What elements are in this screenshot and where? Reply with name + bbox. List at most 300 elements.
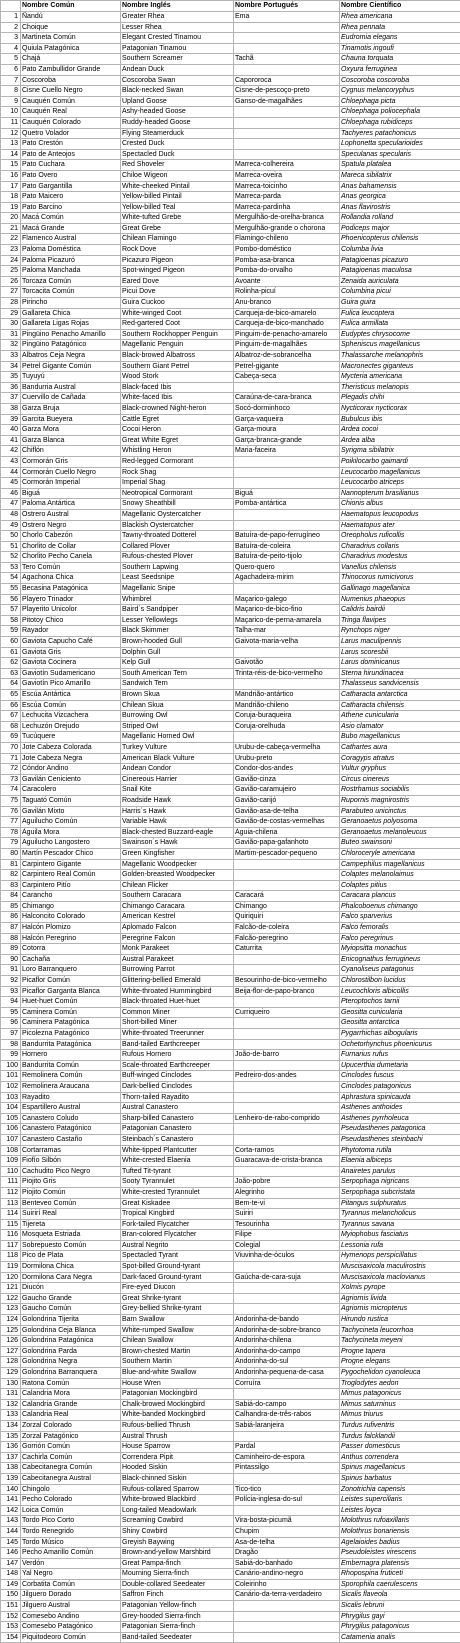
portuguese-name-cell[interactable]: Coleirinho bbox=[234, 1579, 340, 1590]
row-number-cell[interactable]: 83 bbox=[1, 880, 21, 891]
row-number-cell[interactable]: 44 bbox=[1, 467, 21, 478]
scientific-name-cell[interactable]: Campephilus magellanicus bbox=[340, 859, 460, 870]
portuguese-name-cell[interactable]: Quiriquiri bbox=[234, 912, 340, 923]
common-name-cell[interactable]: Cachudito Pico Negro bbox=[21, 1166, 121, 1177]
portuguese-name-cell[interactable]: Canário-da-terra-verdadeiro bbox=[234, 1590, 340, 1601]
english-name-cell[interactable]: White-cheeked Pintail bbox=[121, 181, 234, 192]
row-number-cell[interactable]: 56 bbox=[1, 594, 21, 605]
english-name-cell[interactable]: Burrowing Parrot bbox=[121, 965, 234, 976]
scientific-name-cell[interactable]: Agriornis micropterus bbox=[340, 1304, 460, 1315]
english-name-cell[interactable]: Black-chinned Siskin bbox=[121, 1473, 234, 1484]
english-name-cell[interactable]: House Sparrow bbox=[121, 1442, 234, 1453]
common-name-cell[interactable]: Remolinera Común bbox=[21, 1071, 121, 1082]
scientific-name-cell[interactable]: Anas bahamensis bbox=[340, 181, 460, 192]
row-number-cell[interactable]: 147 bbox=[1, 1558, 21, 1569]
portuguese-name-cell[interactable]: Pomba-asa-branca bbox=[234, 255, 340, 266]
scientific-name-cell[interactable]: Thalassarche melanophris bbox=[340, 351, 460, 362]
common-name-cell[interactable]: Carancho bbox=[21, 891, 121, 902]
portuguese-name-cell[interactable]: Sabiá-laranjeira bbox=[234, 1420, 340, 1431]
portuguese-name-cell[interactable]: Ganso-de-magalhães bbox=[234, 96, 340, 107]
common-name-cell[interactable]: Tordo Pico Corto bbox=[21, 1516, 121, 1527]
scientific-name-cell[interactable]: Larus scoresbii bbox=[340, 647, 460, 658]
row-number-cell[interactable]: 80 bbox=[1, 848, 21, 859]
header-cell-portuguese-name[interactable]: Nombre Portugués bbox=[234, 1, 340, 12]
row-number-cell[interactable]: 148 bbox=[1, 1569, 21, 1580]
row-number-cell[interactable]: 52 bbox=[1, 552, 21, 563]
common-name-cell[interactable]: Escúa Común bbox=[21, 700, 121, 711]
scientific-name-cell[interactable]: Rhopospina fruticeti bbox=[340, 1569, 460, 1580]
portuguese-name-cell[interactable] bbox=[234, 64, 340, 75]
english-name-cell[interactable]: Brown-and-yellow Marshbird bbox=[121, 1548, 234, 1559]
english-name-cell[interactable]: Whimbrel bbox=[121, 594, 234, 605]
common-name-cell[interactable]: Cauquén Común bbox=[21, 96, 121, 107]
portuguese-name-cell[interactable] bbox=[234, 1611, 340, 1622]
scientific-name-cell[interactable]: Troglodytes aedon bbox=[340, 1378, 460, 1389]
english-name-cell[interactable]: Yellow-billed Pintail bbox=[121, 192, 234, 203]
common-name-cell[interactable]: Torcacita Común bbox=[21, 287, 121, 298]
portuguese-name-cell[interactable]: Gaúcha-de-cara-suja bbox=[234, 1272, 340, 1283]
row-number-cell[interactable]: 141 bbox=[1, 1495, 21, 1506]
common-name-cell[interactable]: Pato Overo bbox=[21, 170, 121, 181]
row-number-cell[interactable]: 105 bbox=[1, 1113, 21, 1124]
common-name-cell[interactable]: Gavilán Ceniciento bbox=[21, 774, 121, 785]
scientific-name-cell[interactable]: Cinclodes fuscus bbox=[340, 1071, 460, 1082]
common-name-cell[interactable]: Rayadito bbox=[21, 1092, 121, 1103]
portuguese-name-cell[interactable]: Beija-flor-de-papo-branco bbox=[234, 986, 340, 997]
portuguese-name-cell[interactable]: Mandrião-antártico bbox=[234, 690, 340, 701]
portuguese-name-cell[interactable] bbox=[234, 1124, 340, 1135]
english-name-cell[interactable]: Grey-hooded Sierra-finch bbox=[121, 1611, 234, 1622]
header-cell-english-name[interactable]: Nombre Inglés bbox=[121, 1, 234, 12]
portuguese-name-cell[interactable]: Maçarico-de-perna-amarela bbox=[234, 615, 340, 626]
common-name-cell[interactable]: Zorzal Patagónico bbox=[21, 1431, 121, 1442]
english-name-cell[interactable]: Lesser Yellowlegs bbox=[121, 615, 234, 626]
scientific-name-cell[interactable]: Plegadis chihi bbox=[340, 393, 460, 404]
row-number-cell[interactable]: 84 bbox=[1, 891, 21, 902]
common-name-cell[interactable]: Zorzal Colorado bbox=[21, 1420, 121, 1431]
scientific-name-cell[interactable]: Geranoaetus polyosoma bbox=[340, 817, 460, 828]
portuguese-name-cell[interactable]: Lenheiro-de-rabo-comprido bbox=[234, 1113, 340, 1124]
common-name-cell[interactable]: Chorlito de Collar bbox=[21, 541, 121, 552]
row-number-cell[interactable]: 92 bbox=[1, 976, 21, 987]
english-name-cell[interactable]: White-crested Elaenia bbox=[121, 1156, 234, 1167]
scientific-name-cell[interactable]: Serpophaga nigricans bbox=[340, 1177, 460, 1188]
portuguese-name-cell[interactable]: Bem-te-vi bbox=[234, 1198, 340, 1209]
row-number-cell[interactable]: 107 bbox=[1, 1134, 21, 1145]
portuguese-name-cell[interactable]: Suiriri bbox=[234, 1209, 340, 1220]
common-name-cell[interactable]: Águila Mora bbox=[21, 827, 121, 838]
english-name-cell[interactable]: Roadside Hawk bbox=[121, 795, 234, 806]
scientific-name-cell[interactable]: Calidris bairdii bbox=[340, 605, 460, 616]
scientific-name-cell[interactable]: Columbina picui bbox=[340, 287, 460, 298]
row-number-cell[interactable]: 117 bbox=[1, 1240, 21, 1251]
common-name-cell[interactable]: Ñandú bbox=[21, 12, 121, 23]
portuguese-name-cell[interactable]: Gavião-caramujeiro bbox=[234, 785, 340, 796]
common-name-cell[interactable]: Cachaña bbox=[21, 954, 121, 965]
row-number-cell[interactable]: 59 bbox=[1, 626, 21, 637]
row-number-cell[interactable]: 41 bbox=[1, 435, 21, 446]
common-name-cell[interactable]: Bandurria Austral bbox=[21, 382, 121, 393]
scientific-name-cell[interactable]: Chloephaga poliocephala bbox=[340, 107, 460, 118]
row-number-cell[interactable]: 1 bbox=[1, 12, 21, 23]
row-number-cell[interactable]: 143 bbox=[1, 1516, 21, 1527]
row-number-cell[interactable]: 31 bbox=[1, 329, 21, 340]
portuguese-name-cell[interactable] bbox=[234, 1622, 340, 1633]
english-name-cell[interactable]: Fire-eyed Diucon bbox=[121, 1283, 234, 1294]
portuguese-name-cell[interactable]: Caracará bbox=[234, 891, 340, 902]
row-number-cell[interactable]: 13 bbox=[1, 139, 21, 150]
scientific-name-cell[interactable]: Chloephaga picta bbox=[340, 96, 460, 107]
portuguese-name-cell[interactable]: Gaivotão bbox=[234, 658, 340, 669]
row-number-cell[interactable]: 40 bbox=[1, 425, 21, 436]
row-number-cell[interactable]: 49 bbox=[1, 520, 21, 531]
english-name-cell[interactable]: Barn Swallow bbox=[121, 1315, 234, 1326]
scientific-name-cell[interactable]: Molothrus rufoaxillaris bbox=[340, 1516, 460, 1527]
english-name-cell[interactable]: Sandwich Tern bbox=[121, 679, 234, 690]
common-name-cell[interactable]: Pato Zambullidor Grande bbox=[21, 64, 121, 75]
common-name-cell[interactable]: Martín Pescador Chico bbox=[21, 848, 121, 859]
scientific-name-cell[interactable]: Fulica leucoptera bbox=[340, 308, 460, 319]
portuguese-name-cell[interactable]: Batuíra-de-peito-tijolo bbox=[234, 552, 340, 563]
english-name-cell[interactable]: Cinereous Harrier bbox=[121, 774, 234, 785]
common-name-cell[interactable]: Calandria Real bbox=[21, 1410, 121, 1421]
row-number-cell[interactable]: 151 bbox=[1, 1601, 21, 1612]
portuguese-name-cell[interactable]: Águia-chilena bbox=[234, 827, 340, 838]
common-name-cell[interactable]: Benteveo Común bbox=[21, 1198, 121, 1209]
scientific-name-cell[interactable]: Haematopus leucopodus bbox=[340, 509, 460, 520]
english-name-cell[interactable]: Turkey Vulture bbox=[121, 742, 234, 753]
row-number-cell[interactable]: 98 bbox=[1, 1039, 21, 1050]
common-name-cell[interactable]: Piojito Gris bbox=[21, 1177, 121, 1188]
portuguese-name-cell[interactable] bbox=[234, 22, 340, 33]
english-name-cell[interactable]: Picui Dove bbox=[121, 287, 234, 298]
portuguese-name-cell[interactable] bbox=[234, 128, 340, 139]
row-number-cell[interactable]: 68 bbox=[1, 721, 21, 732]
scientific-name-cell[interactable]: Turdus falcklandii bbox=[340, 1431, 460, 1442]
english-name-cell[interactable]: White-banded Mockingbird bbox=[121, 1410, 234, 1421]
scientific-name-cell[interactable]: Larus maculipennis bbox=[340, 637, 460, 648]
english-name-cell[interactable]: Band-tailed Earthcreeper bbox=[121, 1039, 234, 1050]
portuguese-name-cell[interactable] bbox=[234, 647, 340, 658]
portuguese-name-cell[interactable]: Urubu-preto bbox=[234, 753, 340, 764]
row-number-cell[interactable]: 30 bbox=[1, 319, 21, 330]
english-name-cell[interactable]: Eared Dove bbox=[121, 276, 234, 287]
scientific-name-cell[interactable]: Rupornis magnirostris bbox=[340, 795, 460, 806]
scientific-name-cell[interactable]: Speculanas specularis bbox=[340, 149, 460, 160]
scientific-name-cell[interactable]: Phytotoma rutila bbox=[340, 1145, 460, 1156]
english-name-cell[interactable]: Great Grebe bbox=[121, 223, 234, 234]
common-name-cell[interactable]: Cormorán Cuello Negro bbox=[21, 467, 121, 478]
portuguese-name-cell[interactable]: Pinguim-de-magalhães bbox=[234, 340, 340, 351]
portuguese-name-cell[interactable]: João-de-barro bbox=[234, 1050, 340, 1061]
row-number-cell[interactable]: 64 bbox=[1, 679, 21, 690]
english-name-cell[interactable]: Great Kiskadee bbox=[121, 1198, 234, 1209]
row-number-cell[interactable]: 21 bbox=[1, 223, 21, 234]
scientific-name-cell[interactable]: Tringa flavipes bbox=[340, 615, 460, 626]
english-name-cell[interactable]: Correndera Pipit bbox=[121, 1452, 234, 1463]
scientific-name-cell[interactable]: Mareca sibilatrix bbox=[340, 170, 460, 181]
scientific-name-cell[interactable]: Tachycineta meyeni bbox=[340, 1336, 460, 1347]
scientific-name-cell[interactable]: Catamenia analis bbox=[340, 1632, 460, 1643]
english-name-cell[interactable]: Black-chested Buzzard-eagle bbox=[121, 827, 234, 838]
english-name-cell[interactable]: Harris´s Hawk bbox=[121, 806, 234, 817]
row-number-cell[interactable]: 136 bbox=[1, 1442, 21, 1453]
row-number-cell[interactable]: 149 bbox=[1, 1579, 21, 1590]
row-number-cell[interactable]: 123 bbox=[1, 1304, 21, 1315]
english-name-cell[interactable]: Red-legged Cormorant bbox=[121, 456, 234, 467]
portuguese-name-cell[interactable]: Pomba-antártica bbox=[234, 499, 340, 510]
scientific-name-cell[interactable]: Parabuteo unicinctus bbox=[340, 806, 460, 817]
portuguese-name-cell[interactable] bbox=[234, 1018, 340, 1029]
portuguese-name-cell[interactable]: Garça-branca-grande bbox=[234, 435, 340, 446]
common-name-cell[interactable]: Dormilona Chica bbox=[21, 1262, 121, 1273]
common-name-cell[interactable]: Tuyuyú bbox=[21, 372, 121, 383]
english-name-cell[interactable]: Green Kingfisher bbox=[121, 848, 234, 859]
portuguese-name-cell[interactable] bbox=[234, 1060, 340, 1071]
english-name-cell[interactable]: Imperial Shag bbox=[121, 478, 234, 489]
row-number-cell[interactable]: 24 bbox=[1, 255, 21, 266]
scientific-name-cell[interactable]: Pygarrhichas albogularis bbox=[340, 1029, 460, 1040]
portuguese-name-cell[interactable] bbox=[234, 456, 340, 467]
common-name-cell[interactable]: Bandurrita Común bbox=[21, 1060, 121, 1071]
english-name-cell[interactable]: Aplomado Falcon bbox=[121, 923, 234, 934]
portuguese-name-cell[interactable]: Urubu-de-cabeça-vermelha bbox=[234, 742, 340, 753]
english-name-cell[interactable]: Kelp Gull bbox=[121, 658, 234, 669]
scientific-name-cell[interactable]: Anthus correndera bbox=[340, 1452, 460, 1463]
scientific-name-cell[interactable]: Myiopsitta monachus bbox=[340, 944, 460, 955]
portuguese-name-cell[interactable] bbox=[234, 954, 340, 965]
english-name-cell[interactable]: Southern Screamer bbox=[121, 54, 234, 65]
portuguese-name-cell[interactable] bbox=[234, 117, 340, 128]
row-number-cell[interactable]: 110 bbox=[1, 1166, 21, 1177]
portuguese-name-cell[interactable] bbox=[234, 478, 340, 489]
common-name-cell[interactable]: Cisne Cuello Negro bbox=[21, 86, 121, 97]
english-name-cell[interactable]: Least Seedsnipe bbox=[121, 573, 234, 584]
scientific-name-cell[interactable]: Charadrius modestus bbox=[340, 552, 460, 563]
common-name-cell[interactable]: Pato Gargantilla bbox=[21, 181, 121, 192]
scientific-name-cell[interactable]: Cathartes aura bbox=[340, 742, 460, 753]
english-name-cell[interactable]: Band-tailed Seedeater bbox=[121, 1632, 234, 1643]
row-number-cell[interactable]: 150 bbox=[1, 1590, 21, 1601]
common-name-cell[interactable]: Hornero bbox=[21, 1050, 121, 1061]
english-name-cell[interactable]: Chilean Flamingo bbox=[121, 234, 234, 245]
common-name-cell[interactable]: Petrel Gigante Común bbox=[21, 361, 121, 372]
row-number-cell[interactable]: 17 bbox=[1, 181, 21, 192]
portuguese-name-cell[interactable]: Caturrita bbox=[234, 944, 340, 955]
english-name-cell[interactable]: Lesser Rhea bbox=[121, 22, 234, 33]
english-name-cell[interactable]: Sharp-billed Canastero bbox=[121, 1113, 234, 1124]
portuguese-name-cell[interactable] bbox=[234, 679, 340, 690]
common-name-cell[interactable]: Cabecitanegra Austral bbox=[21, 1473, 121, 1484]
english-name-cell[interactable]: Magellanic Horned Owl bbox=[121, 732, 234, 743]
english-name-cell[interactable]: Rufous-chested Plover bbox=[121, 552, 234, 563]
portuguese-name-cell[interactable]: Marreca-parda bbox=[234, 192, 340, 203]
english-name-cell[interactable]: Southern Caracara bbox=[121, 891, 234, 902]
english-name-cell[interactable]: Southern Rockhopper Penguin bbox=[121, 329, 234, 340]
common-name-cell[interactable]: Jote Cabeza Negra bbox=[21, 753, 121, 764]
portuguese-name-cell[interactable]: Albatroz-de-sobrancelha bbox=[234, 351, 340, 362]
portuguese-name-cell[interactable] bbox=[234, 1389, 340, 1400]
common-name-cell[interactable]: Loica Común bbox=[21, 1505, 121, 1516]
common-name-cell[interactable]: Pico de Plata bbox=[21, 1251, 121, 1262]
common-name-cell[interactable]: Golondrina Patagónica bbox=[21, 1336, 121, 1347]
scientific-name-cell[interactable]: Pitangus sulphuratus bbox=[340, 1198, 460, 1209]
portuguese-name-cell[interactable]: Carqueja-de-bico-amarelo bbox=[234, 308, 340, 319]
common-name-cell[interactable]: Halcón Peregrino bbox=[21, 933, 121, 944]
english-name-cell[interactable]: Upland Goose bbox=[121, 96, 234, 107]
row-number-cell[interactable]: 103 bbox=[1, 1092, 21, 1103]
portuguese-name-cell[interactable]: Falcão-peregrino bbox=[234, 933, 340, 944]
common-name-cell[interactable]: Flamenco Austral bbox=[21, 234, 121, 245]
row-number-cell[interactable]: 112 bbox=[1, 1187, 21, 1198]
scientific-name-cell[interactable]: Oreopholus ruficollis bbox=[340, 531, 460, 542]
common-name-cell[interactable]: Cóndor Andino bbox=[21, 764, 121, 775]
portuguese-name-cell[interactable] bbox=[234, 509, 340, 520]
scientific-name-cell[interactable]: Oxyura ferruginea bbox=[340, 64, 460, 75]
portuguese-name-cell[interactable] bbox=[234, 1262, 340, 1273]
portuguese-name-cell[interactable]: Pardal bbox=[234, 1442, 340, 1453]
row-number-cell[interactable]: 27 bbox=[1, 287, 21, 298]
english-name-cell[interactable]: Scale-throated Earthcreeper bbox=[121, 1060, 234, 1071]
row-number-cell[interactable]: 104 bbox=[1, 1103, 21, 1114]
portuguese-name-cell[interactable]: Marreca-toicinho bbox=[234, 181, 340, 192]
row-number-cell[interactable]: 39 bbox=[1, 414, 21, 425]
row-number-cell[interactable]: 55 bbox=[1, 584, 21, 595]
row-number-cell[interactable]: 127 bbox=[1, 1346, 21, 1357]
common-name-cell[interactable]: Cormorán Imperial bbox=[21, 478, 121, 489]
scientific-name-cell[interactable]: Zenaida auriculata bbox=[340, 276, 460, 287]
scientific-name-cell[interactable]: Mimus patagonicus bbox=[340, 1389, 460, 1400]
scientific-name-cell[interactable]: Catharacta antarctica bbox=[340, 690, 460, 701]
row-number-cell[interactable]: 132 bbox=[1, 1399, 21, 1410]
portuguese-name-cell[interactable]: Andorinha-de-bando bbox=[234, 1315, 340, 1326]
scientific-name-cell[interactable]: Embernagra platensis bbox=[340, 1558, 460, 1569]
english-name-cell[interactable]: White-browed Blackbird bbox=[121, 1495, 234, 1506]
row-number-cell[interactable]: 26 bbox=[1, 276, 21, 287]
portuguese-name-cell[interactable]: Andorinha-pequena-de-casa bbox=[234, 1368, 340, 1379]
english-name-cell[interactable]: Cocoi Heron bbox=[121, 425, 234, 436]
row-number-cell[interactable]: 128 bbox=[1, 1357, 21, 1368]
scientific-name-cell[interactable]: Pseudasthenes steinbachi bbox=[340, 1134, 460, 1145]
portuguese-name-cell[interactable]: Martim-pescador-pequeno bbox=[234, 848, 340, 859]
common-name-cell[interactable]: Corbatita Común bbox=[21, 1579, 121, 1590]
portuguese-name-cell[interactable]: Coruja-buraqueira bbox=[234, 711, 340, 722]
common-name-cell[interactable]: Agachona Chica bbox=[21, 573, 121, 584]
portuguese-name-cell[interactable] bbox=[234, 1283, 340, 1294]
common-name-cell[interactable]: Gaviota Gris bbox=[21, 647, 121, 658]
english-name-cell[interactable]: Chalk-browed Mockingbird bbox=[121, 1399, 234, 1410]
scientific-name-cell[interactable]: Poikilocarbo gaimardi bbox=[340, 456, 460, 467]
scientific-name-cell[interactable]: Chloroceryle americana bbox=[340, 848, 460, 859]
scientific-name-cell[interactable]: Ardea cocoi bbox=[340, 425, 460, 436]
common-name-cell[interactable]: Fiofío Silbón bbox=[21, 1156, 121, 1167]
english-name-cell[interactable]: South American Tern bbox=[121, 668, 234, 679]
scientific-name-cell[interactable]: Turdus rufiventris bbox=[340, 1420, 460, 1431]
row-number-cell[interactable]: 81 bbox=[1, 859, 21, 870]
portuguese-name-cell[interactable]: Batuíra-de-papo-ferrugíneo bbox=[234, 531, 340, 542]
portuguese-name-cell[interactable]: Carqueja-de-bico-manchado bbox=[234, 319, 340, 330]
row-number-cell[interactable]: 130 bbox=[1, 1378, 21, 1389]
english-name-cell[interactable]: House Wren bbox=[121, 1378, 234, 1389]
scientific-name-cell[interactable]: Catharacta chilensis bbox=[340, 700, 460, 711]
portuguese-name-cell[interactable]: Quero-quero bbox=[234, 562, 340, 573]
portuguese-name-cell[interactable] bbox=[234, 107, 340, 118]
english-name-cell[interactable]: Common Miner bbox=[121, 1007, 234, 1018]
common-name-cell[interactable]: Piojito Común bbox=[21, 1187, 121, 1198]
row-number-cell[interactable]: 118 bbox=[1, 1251, 21, 1262]
row-number-cell[interactable]: 11 bbox=[1, 117, 21, 128]
english-name-cell[interactable]: Steinbach´s Canastero bbox=[121, 1134, 234, 1145]
row-number-cell[interactable]: 90 bbox=[1, 954, 21, 965]
common-name-cell[interactable]: Bandurrita Patagónica bbox=[21, 1039, 121, 1050]
scientific-name-cell[interactable]: Colaptes melanolaimus bbox=[340, 870, 460, 881]
row-number-cell[interactable]: 6 bbox=[1, 64, 21, 75]
english-name-cell[interactable]: White-faced Ibis bbox=[121, 393, 234, 404]
row-number-cell[interactable]: 34 bbox=[1, 361, 21, 372]
scientific-name-cell[interactable]: Leucochloris albicollis bbox=[340, 986, 460, 997]
scientific-name-cell[interactable]: Hirundo rustica bbox=[340, 1315, 460, 1326]
portuguese-name-cell[interactable]: Batuíra-de-coleira bbox=[234, 541, 340, 552]
row-number-cell[interactable]: 47 bbox=[1, 499, 21, 510]
english-name-cell[interactable]: Swainson´s Hawk bbox=[121, 838, 234, 849]
common-name-cell[interactable]: Calandria Grande bbox=[21, 1399, 121, 1410]
header-cell-index[interactable] bbox=[1, 1, 21, 12]
common-name-cell[interactable]: Caminera Patagónica bbox=[21, 1018, 121, 1029]
scientific-name-cell[interactable]: Rollandia rolland bbox=[340, 213, 460, 224]
row-number-cell[interactable]: 137 bbox=[1, 1452, 21, 1463]
scientific-name-cell[interactable]: Mimus saturninus bbox=[340, 1399, 460, 1410]
common-name-cell[interactable]: Torcaza Común bbox=[21, 276, 121, 287]
common-name-cell[interactable]: Carpintero Gigante bbox=[21, 859, 121, 870]
portuguese-name-cell[interactable]: Viuvinha-de-óculos bbox=[234, 1251, 340, 1262]
scientific-name-cell[interactable]: Thinocorus rumicivorus bbox=[340, 573, 460, 584]
common-name-cell[interactable]: Albatros Ceja Negra bbox=[21, 351, 121, 362]
scientific-name-cell[interactable]: Tachyeres patachonicus bbox=[340, 128, 460, 139]
english-name-cell[interactable]: White-rumped Swallow bbox=[121, 1325, 234, 1336]
row-number-cell[interactable]: 8 bbox=[1, 86, 21, 97]
common-name-cell[interactable]: Gaviota Capucho Café bbox=[21, 637, 121, 648]
common-name-cell[interactable]: Coscoroba bbox=[21, 75, 121, 86]
portuguese-name-cell[interactable] bbox=[234, 732, 340, 743]
scientific-name-cell[interactable]: Vultur gryphus bbox=[340, 764, 460, 775]
common-name-cell[interactable]: Playerito Unicolor bbox=[21, 605, 121, 616]
common-name-cell[interactable]: Golondrina Tijerita bbox=[21, 1315, 121, 1326]
portuguese-name-cell[interactable] bbox=[234, 33, 340, 44]
english-name-cell[interactable]: Andean Condor bbox=[121, 764, 234, 775]
common-name-cell[interactable]: Pato Crestón bbox=[21, 139, 121, 150]
scientific-name-cell[interactable]: Leucocarbo atriceps bbox=[340, 478, 460, 489]
english-name-cell[interactable]: Austral Parakeet bbox=[121, 954, 234, 965]
portuguese-name-cell[interactable]: Marreca-oveira bbox=[234, 170, 340, 181]
english-name-cell[interactable]: Burrowing Owl bbox=[121, 711, 234, 722]
row-number-cell[interactable]: 77 bbox=[1, 817, 21, 828]
portuguese-name-cell[interactable] bbox=[234, 1473, 340, 1484]
portuguese-name-cell[interactable] bbox=[234, 1505, 340, 1516]
english-name-cell[interactable]: Wood Stork bbox=[121, 372, 234, 383]
common-name-cell[interactable]: Loro Barranquero bbox=[21, 965, 121, 976]
row-number-cell[interactable]: 133 bbox=[1, 1410, 21, 1421]
portuguese-name-cell[interactable]: Colegial bbox=[234, 1240, 340, 1251]
portuguese-name-cell[interactable] bbox=[234, 997, 340, 1008]
english-name-cell[interactable]: Yellow-billed Teal bbox=[121, 202, 234, 213]
english-name-cell[interactable]: Blue-and-white Swallow bbox=[121, 1368, 234, 1379]
row-number-cell[interactable]: 61 bbox=[1, 647, 21, 658]
scientific-name-cell[interactable]: Columba livia bbox=[340, 245, 460, 256]
english-name-cell[interactable]: Buff-winged Cinclodes bbox=[121, 1071, 234, 1082]
english-name-cell[interactable]: Guira Cuckoo bbox=[121, 298, 234, 309]
english-name-cell[interactable]: Peregrine Falcon bbox=[121, 933, 234, 944]
scientific-name-cell[interactable]: Ardea alba bbox=[340, 435, 460, 446]
